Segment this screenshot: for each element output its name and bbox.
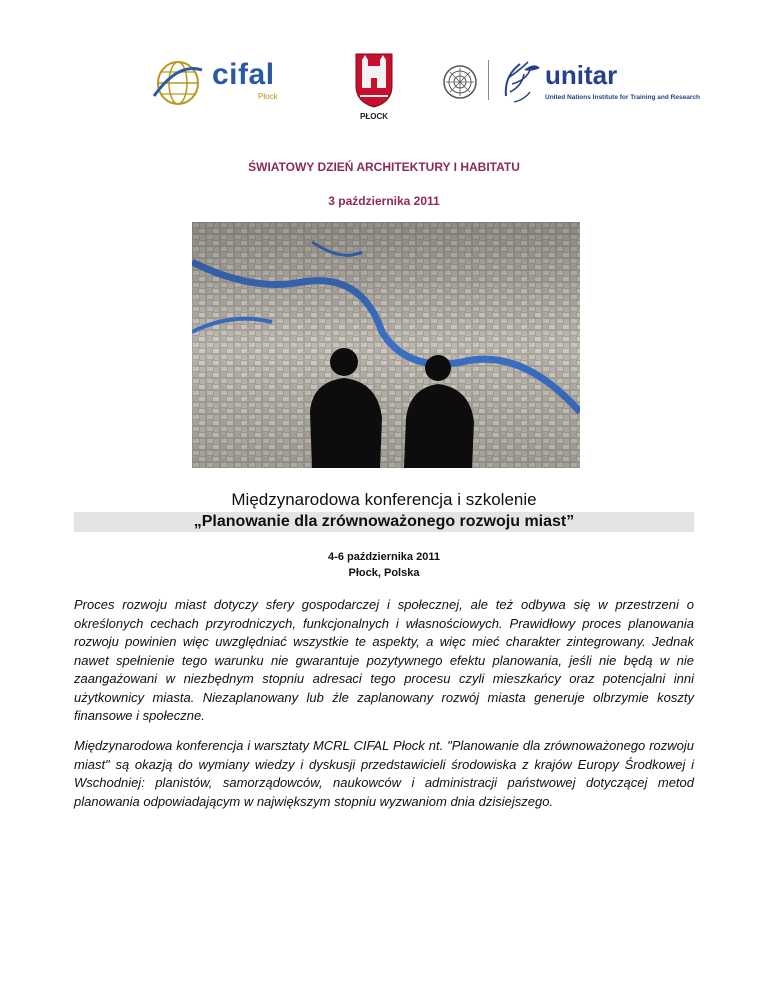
paragraph-1: Proces rozwoju miast dotyczy sfery gospodarczej i społecznej, ale też odbywa się w przestrzeni o określonych cechach przyrodniczych, funkcjonalnych i własnościowych. Prawidłowy proces planowania rozwoju powinien więc uwzględniać wszystkie te aspekty, a więc mieć charakter zintegrowany. Jednak nawet spełnienie tego warunku nie gwarantuje pozytywnego efektu planowania, jeśli nie będą w nie zaangażowani w niezbędnym stopniu adresaci tego procesu czyli mieszkańcy oraz potencjalni inni użytkownicy miasta. Niezaplanowany lub źle zaplanowany rozwój miasta generuje olbrzymie koszty finansowe i społeczne. bbox=[74, 597, 694, 723]
un-emblem-icon bbox=[442, 64, 478, 100]
un-emblem bbox=[442, 64, 478, 105]
crest-label: PŁOCK bbox=[360, 112, 388, 121]
unitar-leaf-icon bbox=[500, 56, 544, 108]
conference-title: Międzynarodowa konferencja i szkolenie bbox=[231, 490, 537, 509]
conference-subtitle: „Planowanie dla zrównoważonego rozwoju miast” bbox=[193, 513, 575, 530]
conference-dates: 4-6 października 2011 bbox=[328, 551, 440, 563]
conference-info bbox=[0, 549, 768, 581]
unitar-wordmark: unitar bbox=[545, 60, 618, 90]
event-heading: ŚWIATOWY DZIEŃ ARCHITEKTURY I HABITATU bbox=[248, 160, 520, 174]
paragraph-2: Międzynarodowa konferencja i warsztaty MCRL CIFAL Płock nt. "Planowanie dla zrównoważonego rozwoju miast" są okazją do wymiany wiedzy i dyskusji przedstawicieli środowiska z krajów Europy Środkowej i Wschodniej: planistów, samorządowców, naukowców i administracji państwowej dotyczącej metod planowania odpowiadającym w największym stopniu wyzwaniom dnia dzisiejszego. bbox=[74, 738, 694, 809]
cifal-city: Płock bbox=[258, 92, 278, 101]
unitar-logo bbox=[500, 56, 700, 108]
event-date: 3 października 2011 bbox=[328, 194, 440, 208]
conference-place: Płock, Polska bbox=[348, 567, 420, 579]
globe-icon bbox=[150, 58, 206, 108]
logo-divider bbox=[488, 60, 489, 100]
crest-icon bbox=[354, 52, 394, 108]
cifal-logo bbox=[150, 58, 290, 102]
unitar-subtitle: United Nations Institute for Training and Research bbox=[545, 94, 700, 101]
plock-crest bbox=[348, 52, 400, 126]
city-model-photo bbox=[192, 222, 580, 468]
logo-strip bbox=[0, 52, 768, 132]
cifal-wordmark: cifal bbox=[212, 58, 275, 91]
